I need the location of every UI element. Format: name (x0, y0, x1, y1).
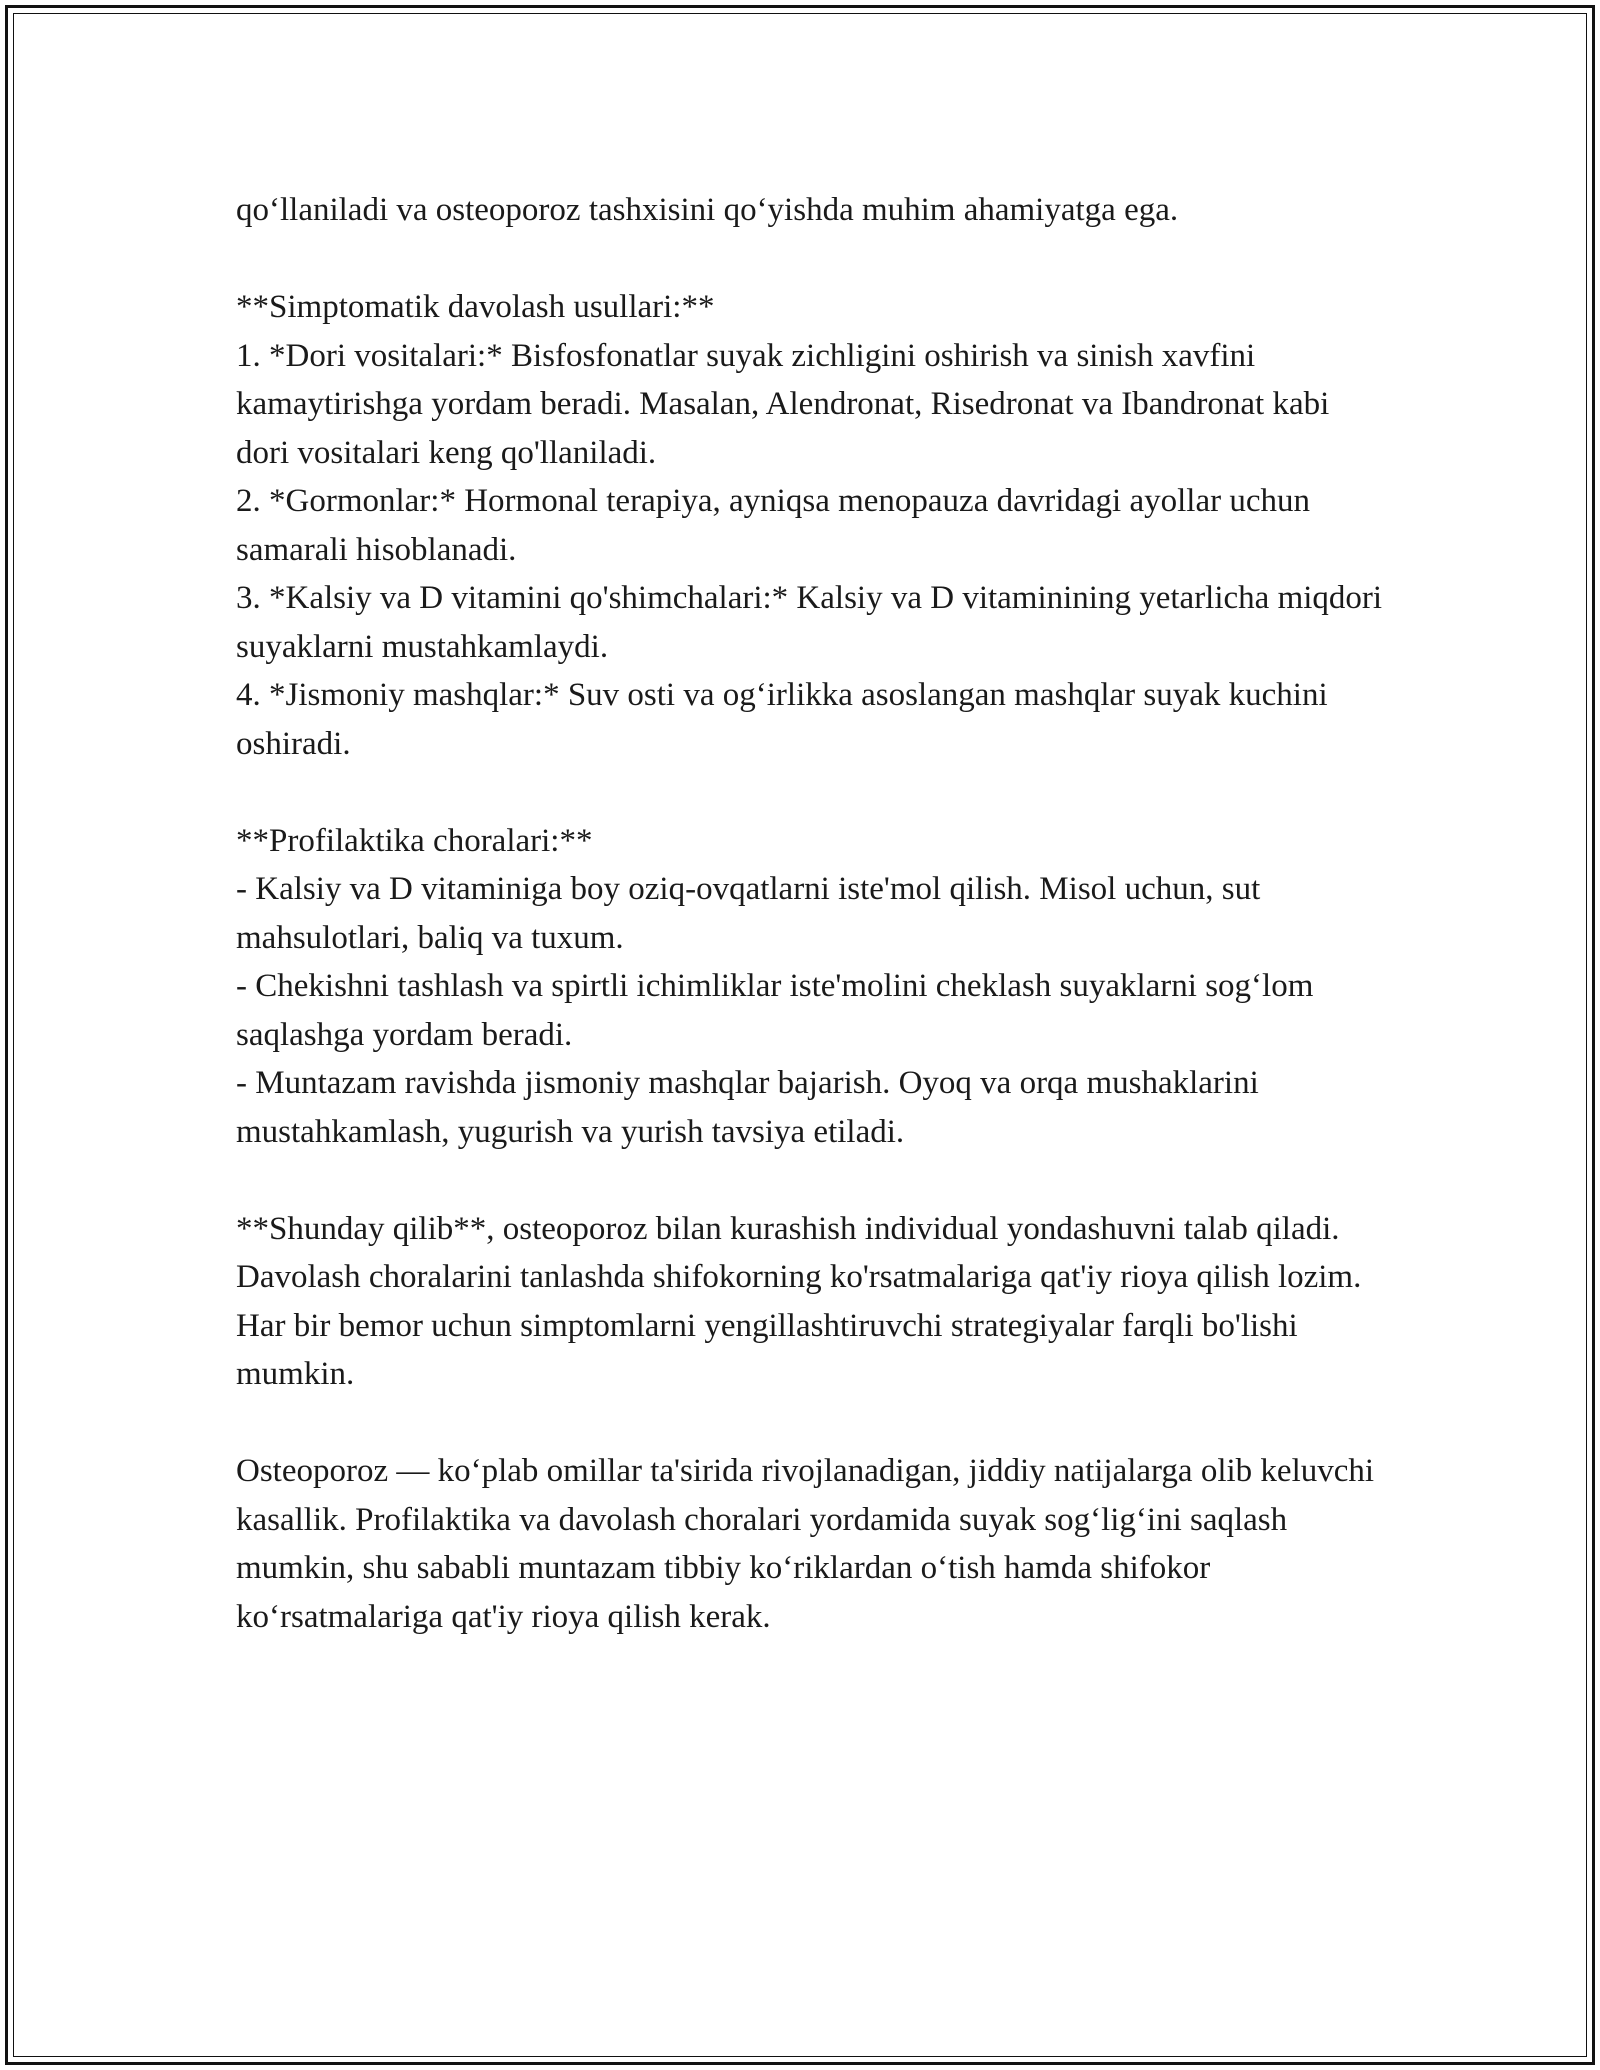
symptomatic-item-4: 4. *Jismoniy mashqlar:* Suv osti va og‘irlikka asoslangan mashqlar suyak kuchini oshiradi. (236, 677, 1328, 762)
symptomatic-item-1: 1. *Dori vositalari:* Bisfosfonatlar suyak zichligini oshirish va sinish xavfini kamaytirishga yordam beradi. Masalan, Alendronat, Risedronat va Ibandronat kabi dori vositalari keng qo'llaniladi. (236, 337, 1330, 471)
conclusion-paragraph: Osteoporoz — ko‘plab omillar ta'sirida rivojlanadigan, jiddiy natijalarga olib keluvchi kasallik. Profilaktika va davolash choralari yordamida suyak sog‘lig‘ini saqlash mumkin, shu sababli muntazam tibbiy ko‘riklardan o‘tish hamda shifokor ko‘rsatmalariga qat'iy rioya qilish kerak. (236, 1453, 1375, 1635)
summary-paragraph: **Shunday qilib**, osteoporoz bilan kurashish individual yondashuvni talab qiladi. Davolash choralarini tanlashda shifokorning ko'rsatmalariga qat'iy rioya qilish lozim. Har bir bemor uchun simptomlarni yengillashtiruvchi strategiyalar farqli bo'lishi mumkin. (236, 1210, 1362, 1392)
paragraph-gap (236, 235, 1386, 284)
intro-paragraph: qo‘llaniladi va osteoporoz tashxisini qo‘yishda muhim ahamiyatga ega. (236, 192, 1179, 228)
paragraph-gap (236, 768, 1386, 817)
prevention-heading: **Profilaktika choralari:** (236, 822, 593, 859)
paragraph-gap (236, 1399, 1386, 1448)
symptomatic-item-2: 2. *Gormonlar:* Hormonal terapiya, ayniqsa menopauza davridagi ayollar uchun samarali hisoblanadi. (236, 483, 1310, 568)
prevention-item-2: - Chekishni tashlash va spirtli ichimliklar iste'molini cheklash suyaklarni sog‘lom saqlashga yordam beradi. (236, 968, 1314, 1053)
paragraph-gap (236, 1156, 1386, 1205)
symptomatic-item-3: 3. *Kalsiy va D vitamini qo'shimchalari:* Kalsiy va D vitaminining yetarlicha miqdori suyaklarni mustahkamlaydi. (236, 580, 1383, 665)
prevention-item-3: - Muntazam ravishda jismoniy mashqlar bajarish. Oyoq va orqa mushaklarini mustahkamlash, yugurish va yurish tavsiya etiladi. (236, 1065, 1259, 1150)
symptomatic-heading: **Simptomatik davolash usullari:** (236, 289, 715, 325)
prevention-item-1: - Kalsiy va D vitaminiga boy oziq-ovqatlarni iste'mol qilish. Misol uchun, sut mahsulotlari, baliq va tuxum. (236, 871, 1261, 956)
document-body (236, 186, 1386, 1641)
